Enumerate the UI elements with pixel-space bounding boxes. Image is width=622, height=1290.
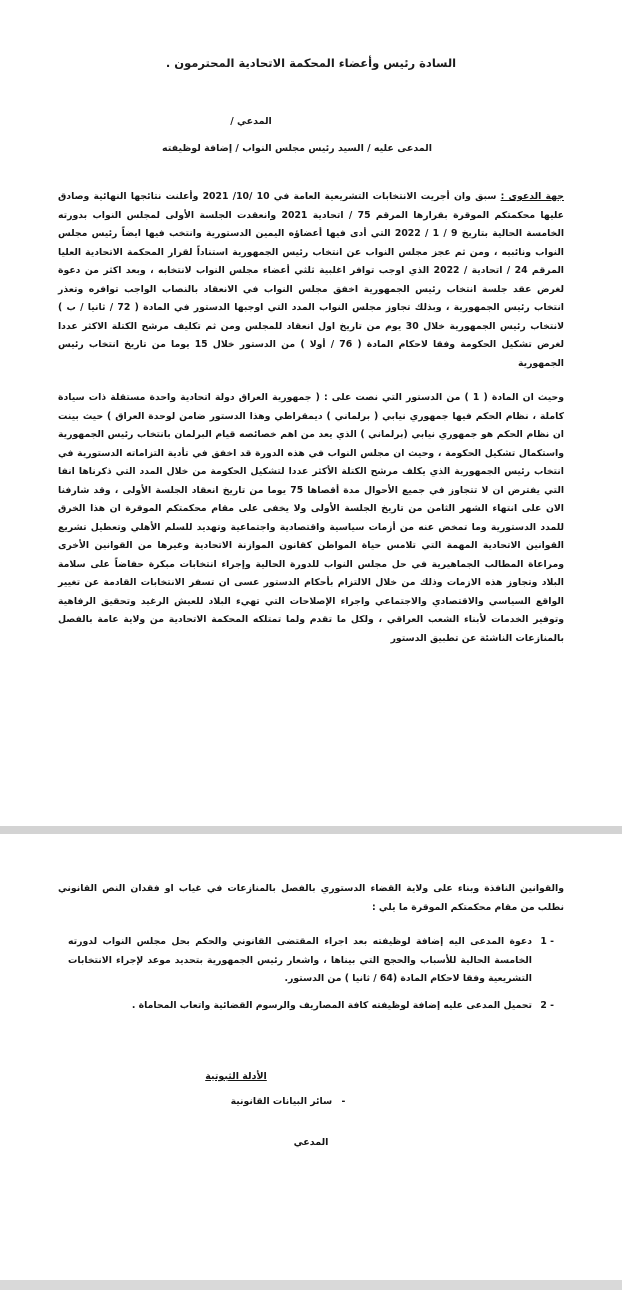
- signature-label: المدعي: [293, 1137, 329, 1148]
- body-paragraph-2: وحيث ان المادة ( 1 ) من الدستور التي نصت على : ( جمهورية العراق دولة اتحادية واحدة مستقلة ذات سيادة كاملة ، نظام الحكم فيها جمهوري نيابي ( برلماني ) ديمقراطي وهذا الدستور ضامن لوحدة العراق ) حيث بينت ان نظام الحكم هو جمهوري نيابي (برلماني ) الذي يعد من اهم خصائصه قيام البرلمان بانتخاب رئيس الجمهورية واستكمال تشكيل الحكومة ، وحيث ان مجلس النواب في هذه الدورة قد اخفق في تأدية التزاماته الدستورية في انتخاب رئيس الجمهورية الذي يكلف مرشح الكتلة الأكثر عددا لتشكيل الحكومة من خلال المدد التي ذكرناها انفا التي يفترض ان لا تتجاوز في جميع الأحوال مدة أقصاها 75 يوما من تاريخ انعقاد الجلسة الأولى ، وقد شارفنا الان على انتهاء الشهر الثامن من تاريخ الجلسة الأولى ولا يخفى على مقام محكمتكم الموقرة ان هذا الخرق للمدد الدستورية وما تمخض عنه من أزمات سياسية واقتصادية واجتماعية وتهديد للسلم الأهلي وتعطيل تشريع القوانين الاتحادية المهمة التي تلامس حياة المواطن كقانون الموازنة الاتحادية وغيرها من القوانين الأخرى ومراعاة المطالب الجماهيرية في حل مجلس النواب للدورة الحالية وإجراء انتخابات مبكرة حفاضاً على سلامة البلاد وتجاوز هذه الازمات وذلك من خلال الالتزام بأحكام الدستور عسى ان تسفر الانتخابات القادمة عن تغيير الواقع السياسي والاقتصادي والاجتماعي واجراء الإصلاحات التي تهيء البلاد للعيش الرغيد وتحقيق الرفاهية وتوفير الخدمات لأبناء الشعب العراقي ، ولكل ما تقدم ولما تمتلكه المحكمة الاتحادية من ولاية عامة بالفصل بالمنازعات الناشئة عن تطبيق الدستور: [58, 392, 565, 644]
- document-page-2: [0, 834, 622, 1280]
- page-divider: [0, 826, 622, 834]
- requests-list: [68, 933, 554, 1015]
- plaintiff-label: المدعي /: [230, 116, 272, 127]
- request-number: 1 -: [540, 936, 554, 947]
- case-subject-label: جهة الدعوى :: [500, 191, 564, 202]
- defendant-label: المدعى عليه / السيد رئيس مجلس النواب / إضافة لوظيفته: [162, 143, 432, 154]
- list-item: [68, 997, 554, 1016]
- request-number: 2 -: [540, 999, 554, 1011]
- evidence-section-title: الأدلة الثبوتية: [205, 1071, 267, 1082]
- evidence-list-item: [34, 1096, 588, 1107]
- body-paragraph-3: والقوانين النافذة وبناء على ولاية القضاء الدستوري بالفصل بالمنازعات في غياب او فقدان النص القانوني نطلب من مقام محكمتكم الموقرة ما يلي :: [58, 883, 564, 913]
- page-bottom-strip: [0, 1280, 622, 1290]
- request-text: تحميل المدعى عليه إضافة لوظيفته كافة المصاريف والرسوم القضائية واتعاب المحاماة .: [131, 999, 532, 1011]
- case-subject-text: سبق وان أجريت الانتخابات التشريعية العامة في 10 /10/ 2021 وأعلنت نتائجها النهائية وصادق عليها محكمتكم الموقرة بقرارها المرقم 75 / اتحادية 2021 وانعقدت الجلسة الأولى لمجلس النواب بدورته الخامسة الحالية بتاريخ 9 / 1 / 2022 التي أدى فيها أعضاؤه اليمين الدستورية وانتخب فيها ايضاً رئيس مجلس النواب ونائبيه ، ومن ثم عجز مجلس النواب عن انتخاب رئيس الجمهورية استناداً لقرار المحكمة الاتحادية العليا المرقم 24 / اتحادية / 2022 الذي اوجب توافر اغلبية ثلثي أعضاء مجلس النواب لانتخابه ، وبعد اكثر من دعوة لغرض عقد جلسة انتخاب رئيس الجمهورية اخفق مجلس النواب في الانعقاد بالنصاب الواجب توافره وتعذر انتخاب رئيس الجمهورية ، وبذلك تجاوز مجلس النواب المدد التي اوجبها الدستور في المادة ( 72 / ثانيا / ب ) لانتخاب رئيس الجمهورية خلال 30 يوم من تاريخ اول انعقاد للمجلس ومن ثم تكليف مرشح الكتلة الاكثر عددا لغرض تشكيل الحكومة وفقا لاحكام المادة ( 76 / أولا ) من الدستور خلال 15 يوما من تاريخ انتخاب رئيس الجمهورية: [58, 191, 565, 369]
- evidence-item-text: سائر البيانات القانونية: [230, 1096, 333, 1107]
- page-title: السادة رئيس وأعضاء المحكمة الاتحادية المحترمون .: [165, 56, 457, 70]
- bullet-icon: -: [341, 1096, 346, 1107]
- request-text: دعوة المدعى اليه إضافة لوظيفته بعد اجراء المقتضى القانوني والحكم بحل مجلس النواب لدورته الخامسة الحالية للأسباب والحجج التي بيناها ، واشعار رئيس الجمهورية بتحديد موعد لإجراء الانتخابات التشريعية وفقا لاحكام المادة (64 / ثانيا ) من الدستور.: [68, 936, 532, 984]
- list-item: [68, 933, 554, 989]
- case-subject-paragraph: [34, 188, 588, 373]
